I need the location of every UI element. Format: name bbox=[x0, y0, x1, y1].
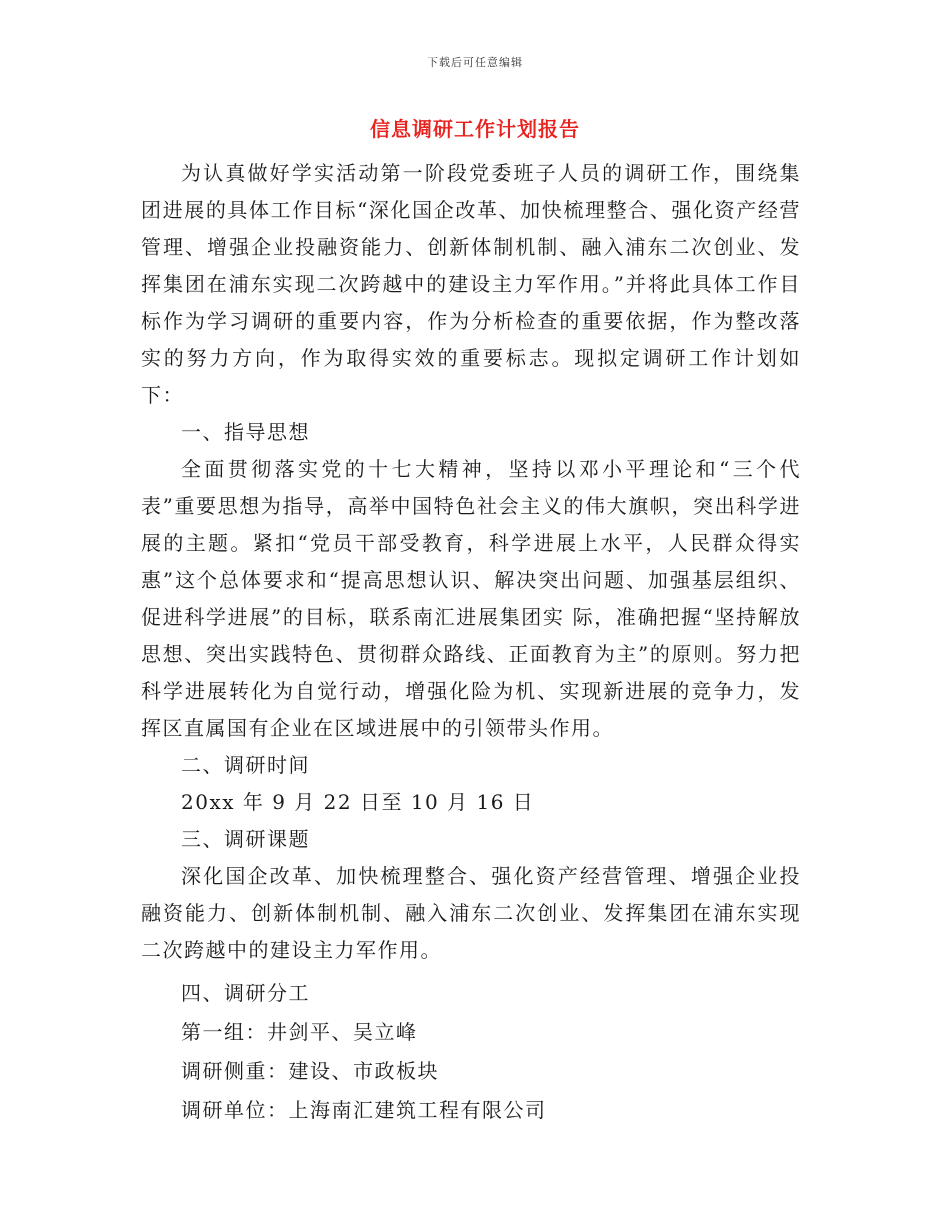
header-note: 下载后可任意编辑 bbox=[427, 56, 523, 69]
section-heading-research-time: 二、调研时间 bbox=[181, 753, 310, 777]
intro-paragraph: 为认真做好学实活动第一阶段党委班子人员的调研工作，围绕集团进展的具体工作目标“深化国企改革、加快梳理整合、强化资产经营管理、增强企业投融资能力、创新体制机制、融入浦东二次创业、发挥集团在浦东实现二次跨越中的建设主力军作用。”并将此具体工作目标作为学习调研的重要内容，作为分析检查的重要依据，作为整改落实的努力方向，作为取得实效的重要标志。现拟定调研工作计划如下： bbox=[141, 161, 801, 407]
section-heading-division-of-work: 四、调研分工 bbox=[181, 981, 310, 1005]
research-time-text: 20xx 年 9 月 22 日至 10 月 16 日 bbox=[181, 790, 535, 814]
group-one-members: 第一组：井剑平、吴立峰 bbox=[181, 1020, 418, 1044]
section-heading-guiding-ideology: 一、指导思想 bbox=[181, 420, 310, 444]
section-heading-research-topic: 三、调研课题 bbox=[181, 827, 310, 851]
research-topic-paragraph: 深化国企改革、加快梳理整合、强化资产经营管理、增强企业投融资能力、创新体制机制、融入浦东二次创业、发挥集团在浦东实现二次跨越中的建设主力军作用。 bbox=[141, 864, 801, 962]
document-title: 信息调研工作计划报告 bbox=[370, 117, 580, 141]
document-body bbox=[141, 155, 801, 1129]
research-focus: 调研侧重：建设、市政板块 bbox=[181, 1059, 439, 1083]
research-unit: 调研单位：上海南汇建筑工程有限公司 bbox=[181, 1098, 547, 1122]
guiding-ideology-paragraph: 全面贯彻落实党的十七大精神，坚持以邓小平理论和“三个代表”重要思想为指导，高举中国特色社会主义的伟大旗帜，突出科学进展的主题。紧扣“党员干部受教育，科学进展上水平，人民群众得实惠”这个总体要求和“提高思想认识、解决突出问题、加强基层组织、促进科学进展”的目标，联系南汇进展集团实 际，准确把握“坚持解放思想、突出实践特色、贯彻群众路线、正面教育为主”的原则。努力把科学进展转化为自觉行动，增强化险为机、实现新进展的竞争力，发挥区直属国有企业在区域进展中的引领带头作用。 bbox=[141, 457, 801, 740]
